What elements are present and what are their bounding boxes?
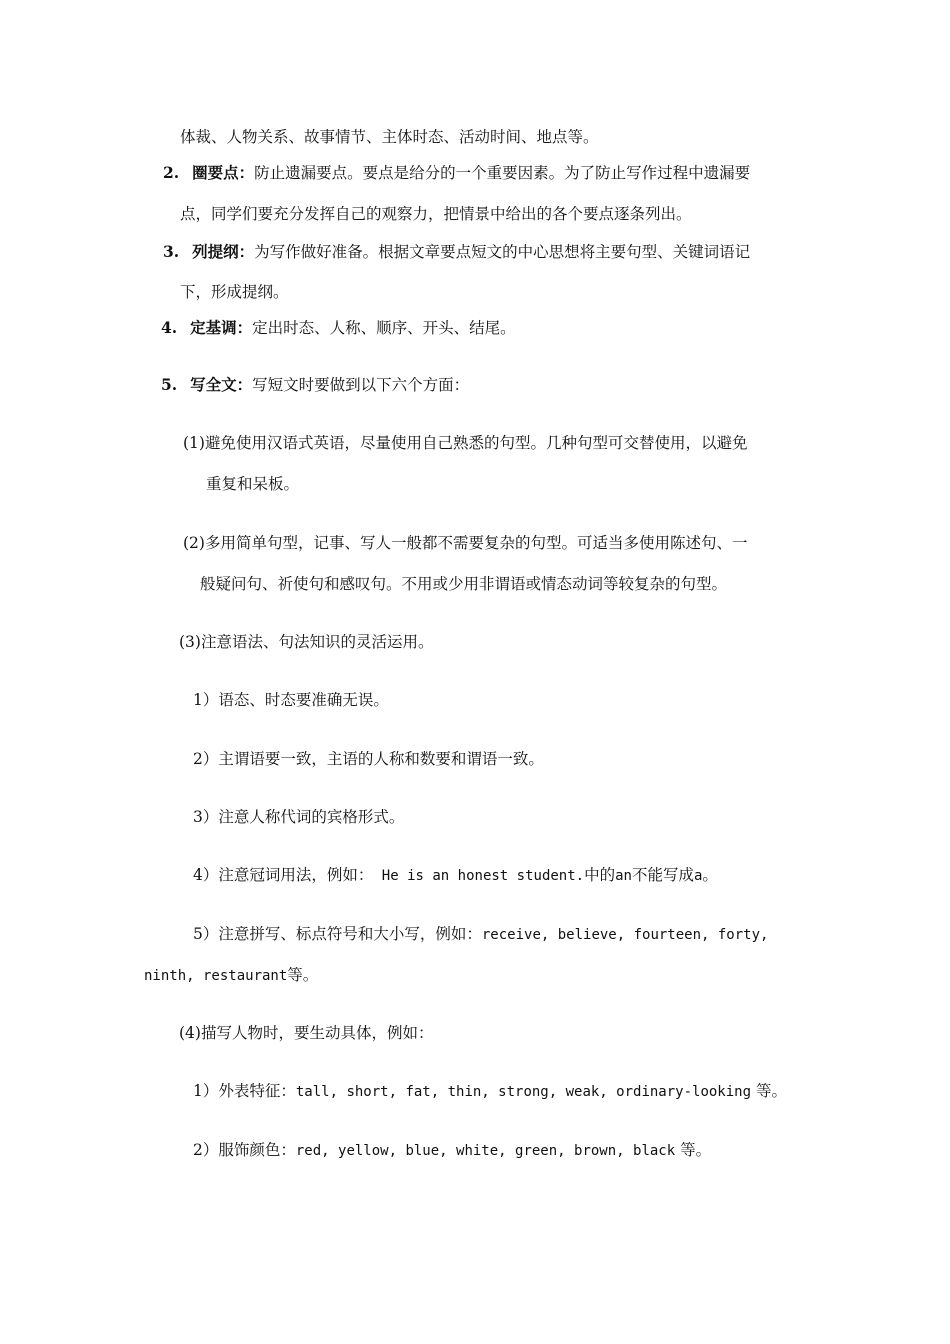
point-3-sub-5-words-1: receive, believe, fourteen, forty, [481, 927, 769, 943]
point-3-sub-4 [193, 865, 718, 886]
step-2-title: 圈要点 [192, 163, 239, 182]
step-5-colon: ： [236, 375, 253, 394]
step-3-title: 列提纲 [192, 242, 239, 261]
point-3-sub-3: 3）注意人称代词的宾格形式。 [193, 808, 405, 826]
step-4-title: 定基调 [190, 318, 237, 337]
step-3-number: 3. [163, 242, 180, 261]
step-3-line-1 [163, 242, 750, 262]
step-5-line [161, 375, 469, 395]
point-3-sub-4-end: 。 [702, 866, 718, 884]
step-2-text: 防止遗漏要点。要点是给分的一个重要因素。为了防止写作过程中遗漏要 [254, 164, 751, 182]
intro-continuation: 体裁、人物关系、故事情节、主体时态、活动时间、地点等。 [180, 128, 599, 146]
point-3-sub-5-words-2: ninth, restaurant [144, 968, 288, 984]
step-3-line-2: 下，形成提纲。 [180, 283, 289, 301]
point-3-sub-4-a: a [693, 868, 703, 884]
point-4-sub-1-words: tall, short, fat, thin, strong, weak, ordinary-looking [295, 1084, 752, 1100]
point-1-line-1: (1)避免使用汉语式英语，尽量使用自己熟悉的句型。几种句型可交替使用，以避免 [183, 434, 748, 452]
step-2-colon: ： [238, 163, 255, 182]
step-3-text: 为写作做好准备。根据文章要点短文的中心思想将主要句型、关键词语记 [254, 243, 751, 261]
point-3-sub-5-line-1 [193, 924, 768, 945]
step-3-colon: ： [238, 242, 255, 261]
point-4-sub-2-words: red, yellow, blue, white, green, brown, black [295, 1143, 676, 1159]
step-4-text: 定出时态、人称、顺序、开头、结尾。 [252, 319, 516, 337]
point-4-sub-1-end: 等。 [751, 1082, 787, 1100]
point-3-sub-1: 1）语态、时态要准确无误。 [193, 691, 389, 709]
point-4-sub-2-end: 等。 [675, 1141, 712, 1159]
step-4-line [161, 318, 516, 338]
point-3-sub-4-an: an [615, 868, 632, 884]
point-3-sub-2: 2）主谓语要一致，主语的人称和数要和谓语一致。 [193, 750, 544, 768]
point-4-sub-2 [193, 1140, 711, 1161]
step-2-number: 2. [163, 163, 180, 182]
point-2-line-2: 般疑问句、祈使句和感叹句。不用或少用非谓语或情态动词等较复杂的句型。 [200, 575, 728, 593]
step-2-line-1 [163, 163, 750, 183]
point-3-sub-5-end: 等。 [287, 966, 319, 984]
point-3-sub-4-mid2: 不能写成 [631, 866, 694, 884]
point-3-sub-4-mid: 中的 [584, 866, 616, 884]
step-5-number: 5. [161, 375, 178, 394]
step-4-number: 4. [161, 318, 178, 337]
step-4-colon: ： [236, 318, 253, 337]
point-4-sub-1 [193, 1081, 787, 1102]
point-4-sub-2-prefix: 2）服饰颜色： [193, 1141, 296, 1159]
step-2-line-2: 点，同学们要充分发挥自己的观察力，把情景中给出的各个要点逐条列出。 [180, 205, 692, 223]
step-5-text: 写短文时要做到以下六个方面： [252, 376, 470, 394]
point-4-heading: (4)描写人物时，要生动具体，例如： [179, 1024, 434, 1042]
point-3-sub-4-example: He is an honest student. [373, 868, 585, 884]
point-1-line-2: 重复和呆板。 [206, 475, 300, 493]
point-3-sub-4-prefix: 4）注意冠词用法，例如： [193, 866, 374, 884]
point-4-sub-1-prefix: 1）外表特征： [193, 1082, 296, 1100]
point-3-heading: (3)注意语法、句法知识的灵活运用。 [179, 633, 434, 651]
step-5-title: 写全文 [190, 375, 237, 394]
point-2-line-1: (2)多用简单句型，记事、写人一般都不需要复杂的句型。可适当多使用陈述句、一 [183, 534, 748, 552]
point-3-sub-5-line-2 [144, 965, 318, 986]
point-3-sub-5-prefix: 5）注意拼写、标点符号和大小写，例如： [193, 925, 482, 943]
